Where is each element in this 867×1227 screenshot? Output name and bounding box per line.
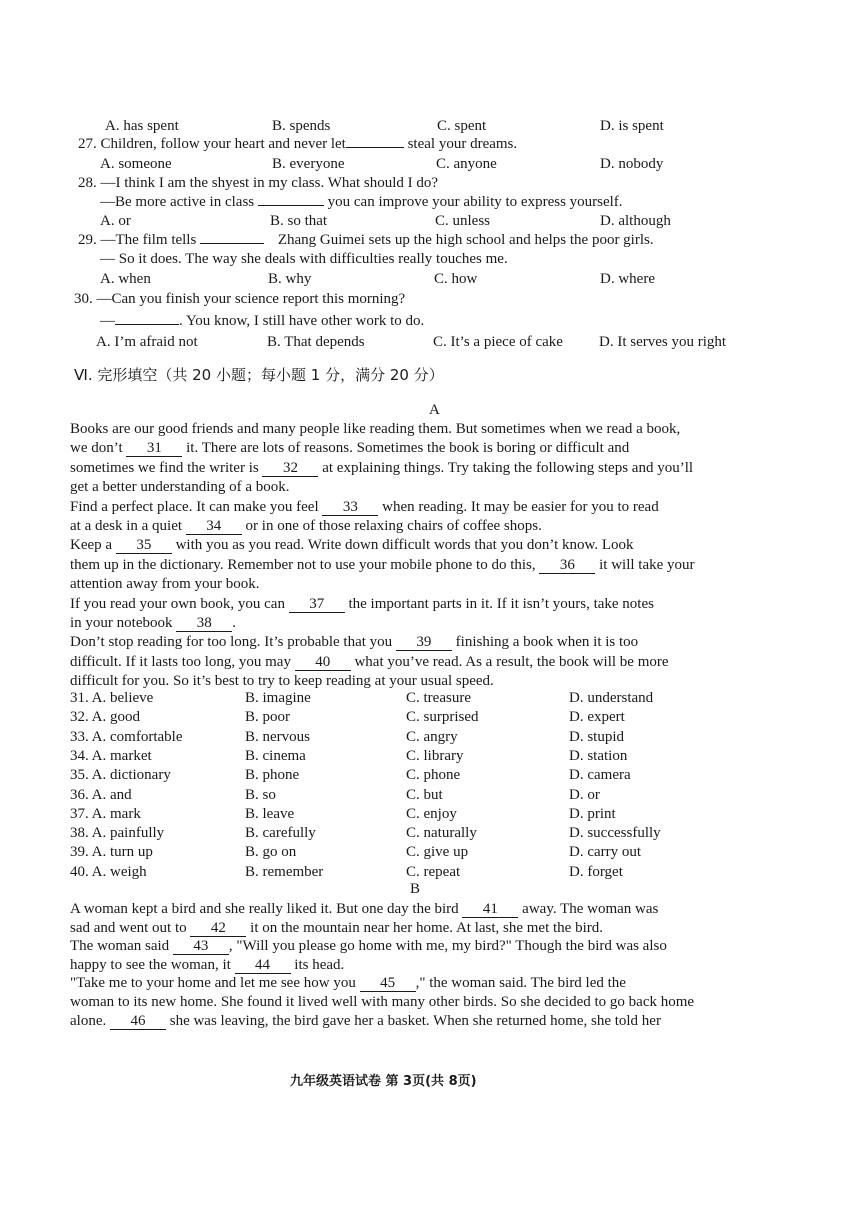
answer-option: B. phone: [245, 767, 300, 784]
passage-line: [70, 478, 770, 497]
passage-text: it. There are lots of reasons. Sometimes the book is boring or difficult and: [182, 440, 630, 457]
passage-text: when reading. It may be easier for you to read: [378, 498, 659, 515]
answer-option: 32. A. good: [70, 709, 141, 726]
option-c: C. how: [434, 271, 478, 287]
option-d: D. is spent: [600, 118, 664, 134]
passage-line: [70, 459, 770, 478]
cloze-blank: 43: [173, 938, 229, 955]
answer-option: 35. A. dictionary: [70, 767, 171, 784]
option-c: C. spent: [437, 118, 487, 134]
cloze-blank: 34: [186, 518, 242, 535]
passage-line: [70, 919, 770, 938]
q27-stem: [78, 135, 517, 154]
passage-text: attention away from your book.: [70, 576, 260, 593]
answer-option: D. forget: [569, 863, 623, 880]
option-d: D. although: [600, 213, 671, 229]
passage-line: [70, 556, 770, 575]
answer-option: D. carry out: [569, 844, 642, 861]
q27-text: 27. Children, follow your heart and never let: [78, 136, 346, 152]
cloze-blank: 41: [462, 901, 518, 918]
passage-line: [70, 595, 770, 614]
q29-text-end: Zhang Guimei sets up the high school and helps the poor girls.: [277, 232, 654, 248]
q30-dash: —: [100, 313, 115, 329]
cloze-blank: 40: [295, 654, 351, 671]
section-title: Ⅵ. 完形填空（共 20 小题；每小题 1 分，满分 20 分）: [74, 366, 444, 384]
option-a: A. or: [100, 213, 131, 229]
q26-options: [100, 117, 820, 136]
cloze-blank: 32: [262, 460, 318, 477]
answer-option: D. understand: [569, 690, 654, 706]
cloze-blank: 42: [190, 920, 246, 937]
cloze-blank: 37: [289, 596, 345, 613]
answer-option: 39. A. turn up: [70, 844, 153, 861]
answer-option: B. so: [245, 786, 276, 803]
cloze-blank: 44: [235, 957, 291, 974]
q28-response-end: you can improve your ability to express yourself.: [327, 194, 623, 210]
q30-options: [96, 333, 816, 352]
answer-option: B. imagine: [245, 690, 311, 706]
passage-text: , "Will you please go home with me, my bird?" Though the bird was also: [228, 938, 667, 955]
answer-option: C. repeat: [406, 863, 461, 880]
passage-text: the important parts in it. If it isn’t yours, take notes: [344, 595, 654, 612]
answer-option: C. but: [406, 786, 443, 803]
option-c: C. It’s a piece of cake: [433, 334, 563, 350]
passage-text: "Take me to your home and let me see how you: [70, 975, 360, 992]
option-c: C. unless: [435, 213, 491, 229]
q28-options: [100, 212, 820, 231]
option-b: B. everyone: [272, 156, 345, 172]
passage-text: Don’t stop reading for too long. It’s probable that you: [70, 634, 396, 651]
passage-text: The woman said: [70, 938, 173, 955]
cloze-blank: 46: [110, 1013, 166, 1030]
passage-line: [70, 1012, 770, 1031]
page-footer: 九年级英语试卷 第 3页(共 8页): [290, 1074, 477, 1089]
cloze-blank: 33: [322, 499, 378, 516]
answer-row: [70, 805, 810, 824]
option-b: B. so that: [270, 213, 328, 229]
q28-response: [100, 193, 623, 212]
passage-text: finishing a book when it is too: [451, 634, 639, 651]
answer-option: D. camera: [569, 767, 631, 784]
answer-option: 38. A. painfully: [70, 825, 165, 842]
passage-text: them up in the dictionary. Remember not to use your mobile phone to do this,: [70, 556, 540, 573]
passage-text: what you’ve read. As a result, the book will be more: [350, 653, 669, 670]
answer-row: [70, 747, 810, 766]
answer-option: B. cinema: [245, 747, 306, 764]
q30-blank: [115, 324, 179, 325]
option-d: D. where: [600, 271, 655, 287]
q28-response-text: —Be more active in class: [100, 194, 255, 210]
answer-option: B. go on: [245, 844, 297, 861]
passage-line: [70, 420, 770, 439]
passage-text: difficult. If it lasts too long, you may: [70, 653, 295, 670]
answer-option: C. enjoy: [406, 805, 457, 822]
passage-line: [70, 653, 770, 672]
passage-text: Find a perfect place. It can make you feel: [70, 498, 323, 515]
answer-option: 34. A. market: [70, 747, 152, 764]
passage-text: .: [232, 614, 236, 631]
passage-text: we don’t: [70, 440, 127, 457]
answer-option: B. remember: [245, 863, 324, 880]
passage-a: [70, 420, 770, 691]
cloze-blank: 45: [360, 975, 416, 992]
answer-option: B. nervous: [245, 728, 310, 745]
passage-line: [70, 956, 770, 975]
answer-option: C. library: [406, 747, 464, 764]
q27-blank: [346, 147, 404, 148]
answer-option: C. surprised: [406, 709, 479, 726]
answer-option: C. naturally: [406, 825, 477, 842]
q30-stem: 30. —Can you finish your science report this morning?: [74, 291, 406, 307]
answer-row: [70, 786, 810, 805]
answer-option: B. leave: [245, 805, 295, 822]
passage-text: it will take your: [595, 556, 695, 573]
q29-response: — So it does. The way she deals with difficulties really touches me.: [100, 251, 508, 267]
answer-option: D. successfully: [569, 825, 661, 842]
cloze-blank: 35: [116, 537, 172, 554]
option-a: A. I’m afraid not: [96, 334, 198, 350]
passage-line: [70, 439, 770, 458]
passage-text: get a better understanding of a book.: [70, 479, 290, 496]
q29-blank: [200, 243, 264, 244]
q27-options: [100, 155, 820, 174]
answer-option: B. poor: [245, 709, 290, 726]
answer-row: [70, 843, 810, 862]
option-a: A. when: [100, 271, 151, 287]
q28-blank: [258, 205, 324, 206]
passage-line: [70, 993, 770, 1012]
option-d: D. nobody: [600, 156, 664, 172]
passage-line: [70, 575, 770, 594]
answer-option: C. phone: [406, 767, 461, 784]
answer-row: [70, 689, 810, 708]
answer-option: B. carefully: [245, 825, 316, 842]
passage-text: she was leaving, the bird gave her a basket. When she returned home, she told her: [165, 1012, 661, 1029]
option-c: C. anyone: [436, 156, 497, 172]
answer-row: [70, 824, 810, 843]
option-b: B. why: [268, 271, 312, 287]
passage-line: [70, 937, 770, 956]
passage-text: sad and went out to: [70, 919, 191, 936]
option-d: D. It serves you right: [599, 334, 727, 350]
passage-text: at explaining things. Try taking the following steps and you’ll: [318, 459, 694, 476]
q30-response: [100, 312, 424, 331]
passage-text: ," the woman said. The bird led the: [415, 975, 626, 992]
passage-text: sometimes we find the writer is: [70, 459, 263, 476]
passage-line: [70, 498, 770, 517]
passage-text: happy to see the woman, it: [70, 956, 235, 973]
option-b: B. spends: [272, 118, 331, 134]
answer-row: [70, 766, 810, 785]
passage-text: in your notebook: [70, 614, 177, 631]
passage-text: woman to its new home. She found it lived well with many other birds. So she decided to go back home: [70, 993, 695, 1010]
answer-option: D. station: [569, 747, 628, 764]
cloze-blank: 38: [176, 615, 232, 632]
cloze-blank: 36: [539, 557, 595, 574]
passage-text: A woman kept a bird and she really liked it. But one day the bird: [70, 901, 463, 917]
passage-text: with you as you read. Write down difficult words that you don’t know. Look: [171, 537, 634, 554]
option-a: A. has spent: [105, 118, 179, 134]
passage-text: it on the mountain near her home. At last, she met the bird.: [246, 919, 603, 936]
passage-text: or in one of those relaxing chairs of coffee shops.: [241, 517, 542, 534]
passage-text: away. The woman was: [518, 901, 659, 917]
passage-b-label: B: [410, 881, 421, 897]
passage-text: at a desk in a quiet: [70, 517, 186, 534]
option-b: B. That depends: [267, 334, 365, 350]
q29-options: [100, 270, 820, 289]
option-a: A. someone: [100, 156, 172, 172]
cloze-blank: 31: [126, 440, 182, 457]
answer-row: [70, 708, 810, 727]
passage-text: Keep a: [70, 537, 116, 554]
answer-option: D. print: [569, 805, 616, 822]
passage-line: [70, 974, 770, 993]
passage-text: alone.: [70, 1012, 110, 1029]
q29-text: 29. —The film tells: [78, 232, 197, 248]
answer-option: D. expert: [569, 709, 625, 726]
passage-line: [70, 536, 770, 555]
q29-stem: [78, 231, 654, 250]
passage-text: Books are our good friends and many people like reading them. But sometimes when we read a book,: [70, 421, 681, 437]
answer-option: 31. A. believe: [70, 690, 154, 706]
passage-a-label: A: [429, 402, 440, 418]
q30-response-end: . You know, I still have other work to do.: [179, 313, 425, 329]
q27-text-end: steal your dreams.: [407, 136, 518, 152]
passage-line: [70, 517, 770, 536]
passage-text: If you read your own book, you can: [70, 595, 289, 612]
answer-row: [70, 728, 810, 747]
passage-line: [70, 900, 770, 919]
answer-option: 36. A. and: [70, 786, 132, 803]
answer-option: 37. A. mark: [70, 805, 141, 822]
answer-option: C. treasure: [406, 690, 471, 706]
passage-b: [70, 900, 770, 1030]
answer-row: [70, 863, 810, 882]
answer-option: D. stupid: [569, 728, 625, 745]
answer-option: 40. A. weigh: [70, 863, 147, 880]
answer-option: C. angry: [406, 728, 458, 745]
cloze-blank: 39: [396, 634, 452, 651]
q28-stem: 28. —I think I am the shyest in my class. What should I do?: [78, 175, 439, 191]
answer-option: C. give up: [406, 844, 469, 861]
passage-line: [70, 614, 770, 633]
passage-text: its head.: [290, 956, 345, 973]
answer-option: 33. A. comfortable: [70, 728, 183, 745]
answer-option: D. or: [569, 786, 600, 803]
passage-line: [70, 633, 770, 652]
passage-text: difficult for you. So it’s best to try to keep reading at your usual speed.: [70, 673, 494, 690]
